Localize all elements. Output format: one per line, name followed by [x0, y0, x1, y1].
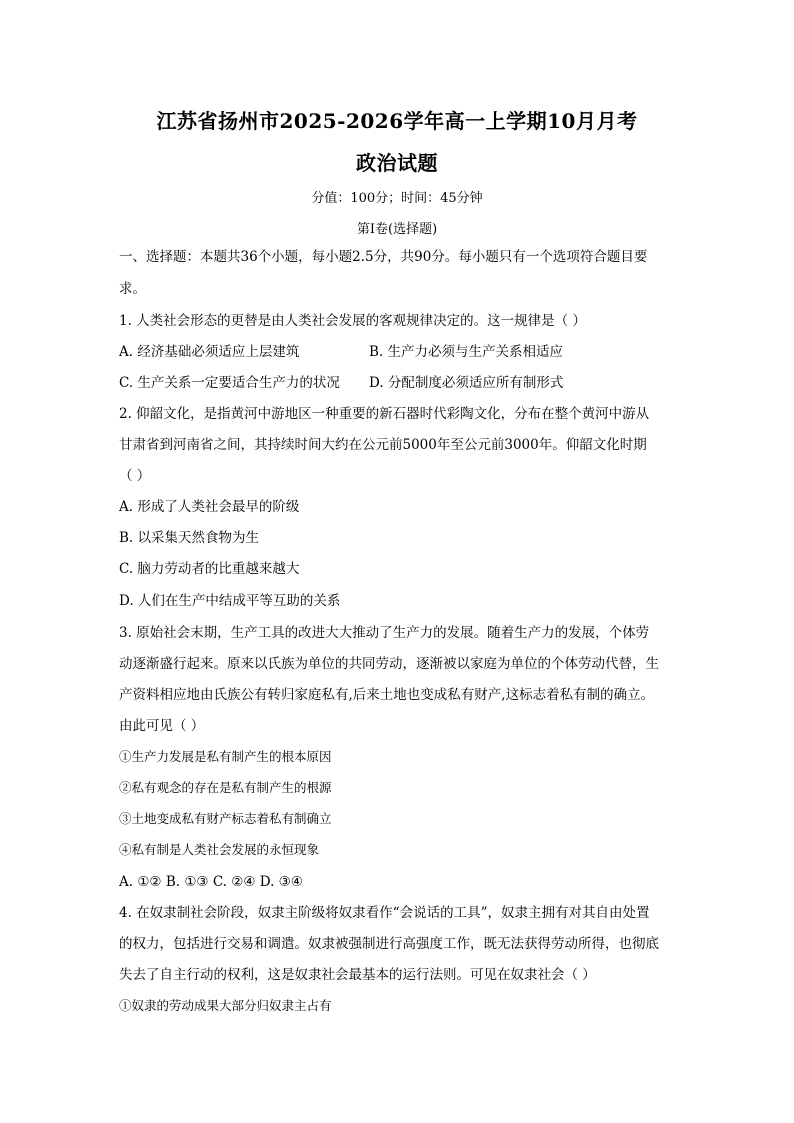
- score-time-info: 分值：100分；时间：45分钟: [311, 191, 483, 206]
- question-1-option-a: A. 经济基础必须适应上层建筑: [119, 344, 300, 360]
- question-3-item-3: ③土地变成私有财产标志着私有制确立: [119, 811, 332, 826]
- question-1-options-row-1: [119, 342, 675, 362]
- question-2-stem-blank: （ ）: [119, 468, 151, 484]
- question-2-option-b: B. 以采集天然食物为生: [119, 530, 260, 546]
- question-3-stem-cont-2: 产资料相应地由氏族公有转归家庭私有,后来土地也变成私有财产,这标志着私有制的确立。: [119, 687, 655, 703]
- question-2-option-c: C. 脑力劳动者的比重越来越大: [119, 561, 300, 577]
- question-2-stem-cont: 甘肃省到河南省之间，其持续时间大约在公元前5000年至公元前3000年。仰韶文化时期: [119, 437, 647, 453]
- exam-title: 江苏省扬州市2025-2026学年高一上学期10月月考: [156, 109, 638, 133]
- question-1-option-c: C. 生产关系一定要适合生产力的状况: [119, 375, 340, 391]
- question-3-item-1: ①生产力发展是私有制产生的根本原因: [119, 749, 332, 764]
- section-instructions: 一、选择题：本题共36个小题，每小题2.5分，共90分。每小题只有一个选项符合题目要: [119, 249, 648, 265]
- question-4-item-1: ①奴隶的劳动成果大部分归奴隶主占有: [119, 998, 332, 1013]
- question-2-option-a: A. 形成了人类社会最早的阶级: [119, 499, 300, 515]
- question-1-option-b: B. 生产力必须与生产关系相适应: [369, 344, 564, 360]
- question-1-stem: 1. 人类社会形态的更替是由人类社会发展的客观规律决定的。这一规律是（ ）: [119, 313, 586, 329]
- question-3-stem: 3. 原始社会末期，生产工具的改进大大推动了生产力的发展。随着生产力的发展，个体劳: [119, 625, 650, 641]
- section-instructions-cont: 求。: [119, 281, 146, 297]
- question-1-option-d: D. 分配制度必须适应所有制形式: [369, 375, 564, 391]
- question-3-stem-cont-3: 由此可见（ ）: [119, 718, 205, 734]
- question-4-stem-cont-2: 失去了自主行动的权利，这是奴隶社会最基本的运行法则。可见在奴隶社会（ ）: [119, 967, 596, 983]
- question-3-item-4: ④私有制是人类社会发展的永恒现象: [119, 842, 320, 857]
- question-2-stem: 2. 仰韶文化，是指黄河中游地区一种重要的新石器时代彩陶文化，分布在整个黄河中游从: [119, 406, 650, 422]
- question-3-options: A. ①② B. ①③ C. ②④ D. ③④: [119, 874, 303, 890]
- question-2-option-d: D. 人们在生产中结成平等互助的关系: [119, 593, 341, 609]
- volume-heading: 第Ⅰ卷(选择题): [356, 222, 438, 237]
- question-4-stem-cont-1: 的权力，包括进行交易和调遣。奴隶被强制进行高强度工作，既无法获得劳动所得，也彻底: [119, 936, 659, 952]
- question-3-item-2: ②私有观念的存在是私有制产生的根源: [119, 780, 332, 795]
- subject-title: 政治试题: [356, 151, 438, 175]
- question-1-options-row-2: [119, 373, 675, 393]
- question-4-stem: 4. 在奴隶制社会阶段，奴隶主阶级将奴隶看作“会说话的工具”，奴隶主拥有对其自由处置: [119, 905, 650, 921]
- question-3-stem-cont-1: 动逐渐盛行起来。原来以氏族为单位的共同劳动，逐渐被以家庭为单位的个体劳动代替，生: [119, 656, 659, 672]
